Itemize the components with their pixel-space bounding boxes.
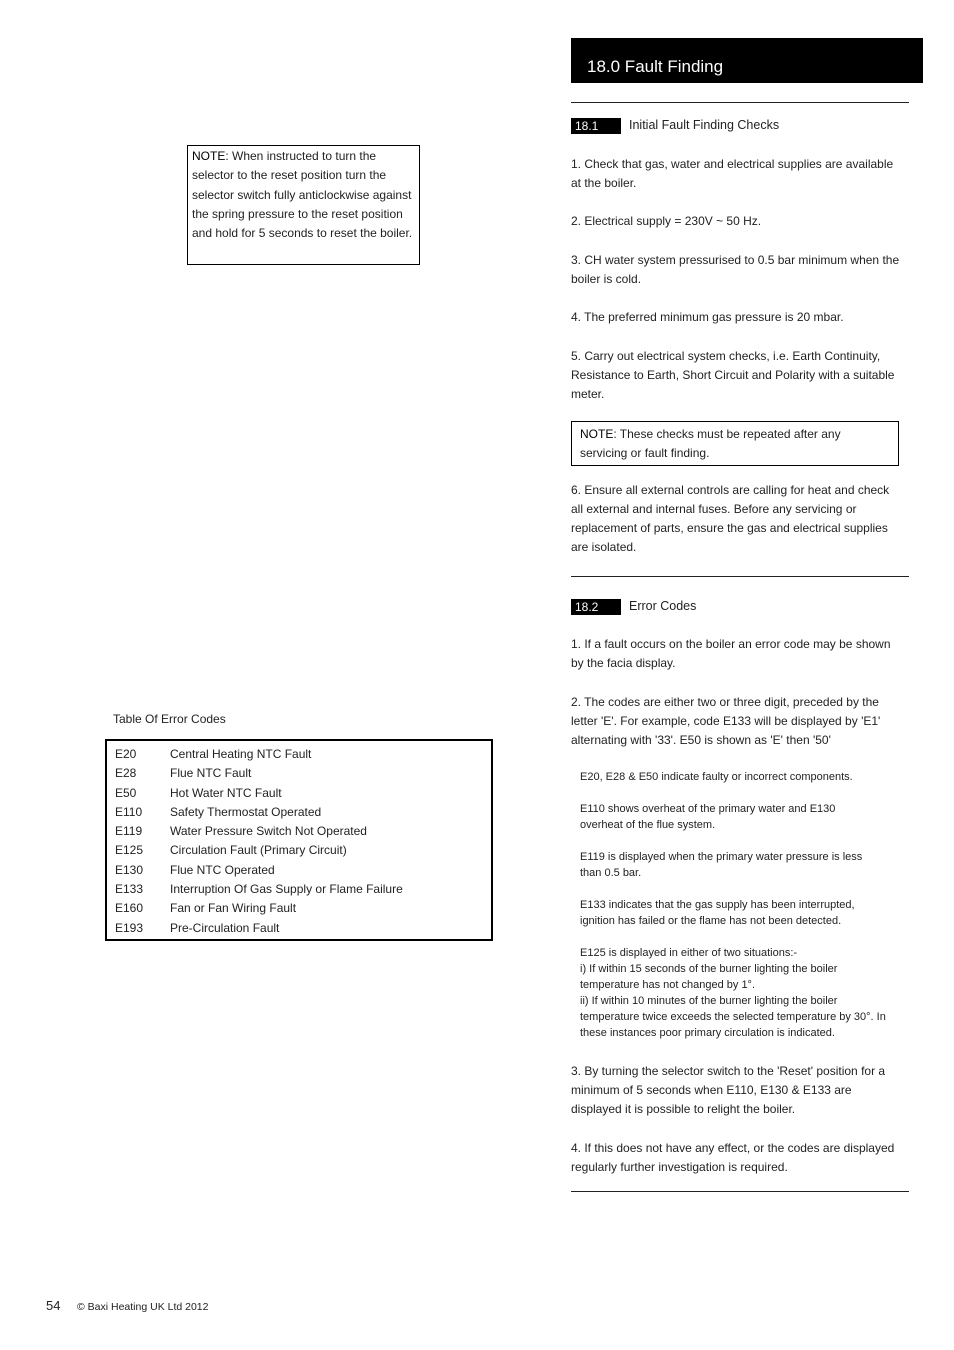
error-code: E193 — [115, 920, 144, 935]
subsection-title: Error Codes — [629, 599, 697, 614]
error-code: E28 — [115, 766, 137, 781]
paragraph: 4. If this does not have any effect, or the codes are displayed regularly further investigation is required. — [571, 1141, 895, 1174]
paragraph: 4. The preferred minimum gas pressure is 20 mbar. — [571, 310, 844, 324]
error-description: Water Pressure Switch Not Operated — [170, 824, 367, 839]
indented-line: E125 is displayed in either of two situations:- — [580, 947, 798, 959]
error-description: Hot Water NTC Fault — [170, 785, 282, 800]
table-row — [107, 880, 491, 899]
paragraph: 5. Carry out electrical system checks, i.e. Earth Continuity, Resistance to Earth, Short Circuit and Polarity with a suitable meter. — [571, 349, 895, 401]
error-code: E125 — [115, 843, 144, 858]
error-table — [105, 739, 493, 941]
indented-line: i) If within 15 seconds of the burner lighting the boiler temperature has not changed by 1°. — [580, 963, 838, 991]
note-text: : When instructed to turn the selector to the reset position turn the selector switch fully anticlockwise against the spring pressure to the reset position and hold for 5 seconds to reset the boiler. — [192, 149, 413, 241]
subsection-heading-18-1 — [571, 116, 779, 135]
table-row — [107, 745, 491, 764]
note-label: NOTE — [580, 427, 614, 441]
error-table-caption: Table Of Error Codes — [113, 712, 226, 726]
error-description: Central Heating NTC Fault — [170, 747, 312, 761]
error-code: E160 — [115, 901, 144, 916]
error-description: Interruption Of Gas Supply or Flame Failure — [170, 882, 403, 897]
divider — [571, 576, 909, 577]
paragraph: 1. If a fault occurs on the boiler an error code may be shown by the facia display. — [571, 637, 891, 670]
error-code: E119 — [115, 824, 143, 839]
paragraph: 2. The codes are either two or three digit, preceded by the letter 'E'. For example, code E133 will be displayed by 'E1' alternating with '33'. E50 is shown as 'E' then '50' — [571, 695, 881, 747]
subsection-title: Initial Fault Finding Checks — [629, 118, 780, 133]
paragraph: 2. Electrical supply = 230V ~ 50 Hz. — [571, 214, 762, 228]
error-description: Circulation Fault (Primary Circuit) — [170, 843, 347, 858]
indented-note: E119 is displayed when the primary water pressure is less than 0.5 bar. — [580, 851, 863, 879]
copyright: © Baxi Heating UK Ltd 2012 — [77, 1301, 209, 1313]
note-label: NOTE — [192, 149, 226, 163]
error-code: E20 — [115, 747, 137, 761]
table-row — [107, 822, 491, 841]
paragraph: 6. Ensure all external controls are calling for heat and check all external and internal fuses. Before any servicing or replacement of parts, ensure the gas and electrical supplies are isolated. — [571, 483, 890, 554]
table-row — [107, 841, 491, 860]
error-description: Safety Thermostat Operated — [170, 804, 322, 819]
page-number: 54 — [46, 1298, 61, 1313]
reset-note-box — [187, 145, 420, 265]
paragraph: 3. By turning the selector switch to the 'Reset' position for a minimum of 5 seconds when E110, E130 & E133 are displayed it is possible to relight the boiler. — [571, 1064, 886, 1116]
indented-note: E133 indicates that the gas supply has been interrupted, ignition has failed or the flame has not been detected. — [580, 899, 855, 927]
divider — [571, 102, 909, 103]
table-row — [107, 764, 491, 783]
error-code: E110 — [115, 804, 143, 819]
error-code: E50 — [115, 785, 137, 800]
table-row — [107, 899, 491, 918]
subsection-heading-18-2 — [571, 597, 696, 616]
subsection-number: 18.2 — [571, 599, 621, 615]
subsection-number: 18.1 — [571, 118, 621, 134]
paragraph: 3. CH water system pressurised to 0.5 bar minimum when the boiler is cold. — [571, 253, 900, 286]
indented-note: E110 shows overheat of the primary water and E130 overheat of the flue system. — [580, 803, 836, 831]
table-row — [107, 861, 491, 880]
paragraph: 1. Check that gas, water and electrical supplies are available at the boiler. — [571, 157, 894, 190]
table-row — [107, 919, 491, 938]
section-header — [571, 38, 923, 83]
indented-note: E20, E28 & E50 indicate faulty or incorrect components. — [580, 771, 853, 783]
indented-note — [580, 945, 898, 1041]
error-description: Fan or Fan Wiring Fault — [170, 901, 297, 916]
divider — [571, 1191, 909, 1192]
checks-note-box — [571, 421, 899, 466]
error-code: E130 — [115, 862, 144, 877]
error-description: Pre-Circulation Fault — [170, 920, 280, 935]
error-code: E133 — [115, 882, 144, 897]
note-text: : These checks must be repeated after any servicing or fault finding. — [580, 427, 841, 460]
error-description: Flue NTC Operated — [170, 862, 275, 877]
table-row — [107, 803, 491, 822]
table-row — [107, 784, 491, 803]
indented-line: ii) If within 10 minutes of the burner lighting the boiler temperature twice exceeds the selected temperature by 30°. In these instances poor primary circulation is indicated. — [580, 995, 886, 1039]
error-description: Flue NTC Fault — [170, 766, 252, 781]
section-title: 18.0 Fault Finding — [587, 57, 724, 76]
